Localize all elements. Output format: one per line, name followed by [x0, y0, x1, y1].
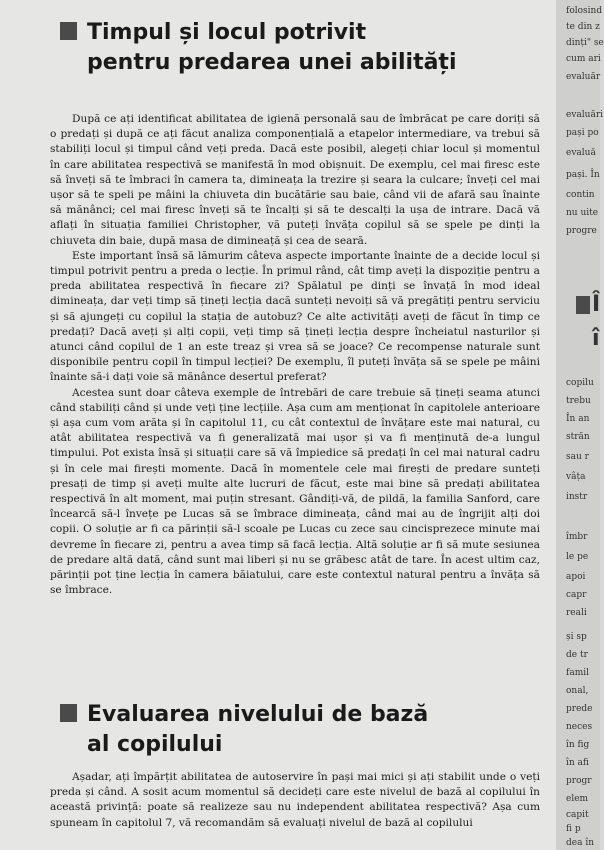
adjacent-page-edge — [556, 0, 604, 850]
section-body-timing — [50, 112, 540, 599]
adjacent-text-fragment: dinți" se — [566, 38, 604, 48]
adjacent-text-fragment: evaluă — [566, 148, 596, 158]
heading-line-1: Timpul și locul potrivit — [87, 20, 367, 45]
adjacent-text-fragment: străn — [566, 432, 590, 442]
adjacent-text-fragment: de tr — [566, 650, 588, 660]
adjacent-text-fragment: trebu — [566, 396, 591, 406]
adjacent-text-fragment: progre — [566, 226, 597, 236]
adjacent-text-fragment: În an — [566, 414, 590, 424]
adjacent-text-fragment: în afi — [566, 758, 589, 768]
adjacent-text-fragment: fi p — [566, 824, 581, 834]
adjacent-text-fragment: neces — [566, 722, 593, 732]
section-heading-baseline — [60, 700, 530, 760]
adjacent-heading-fragment: Î — [592, 292, 601, 317]
heading-square-icon — [576, 296, 590, 314]
adjacent-text-fragment: capit — [566, 810, 589, 820]
adjacent-text-fragment: le pe — [566, 552, 589, 562]
paragraph: Acestea sunt doar câteva exemple de întrebări de care trebuie să țineți seama atunci când stabiliți când și unde veți ține lecțiile. Așa cum am menționat în capitolele anterioare și așa cum vom arăta și în capitolul 11, cu cât contextul de învățare este mai natural, cu atât abilitatea respectivă va fi generalizată mai ușor și va fi menținută de-a lungul timpului. Pot exista însă și situații care să vă împiedice să predați în cel mai natural cadru și în cele mai firești momente. Dacă în momentele cele mai firești de predare sunteți presați de timp și aveți multe alte lucruri de făcut, este mai bine să predați abilitatea respectivă în alt moment, mai puțin stresant. Gândiți-vă, de pildă, la familia Sanford, care încearcă să-l învețe pe Lucas să se îmbrace dimineața, când mai au de îngrijit alți doi copii. O soluție ar fi ca părinții să-l scoale pe Lucas cu zece sau cincisprezece minute mai devreme în fiecare zi, pentru a avea timp să facă lecția. Altă soluție ar fi să mute sesiunea de predare altă dată, când sunt mai liberi și nu se grăbesc atât de tare. În acest ultim caz, părinții pot ține lecția în camera băiatului, care este contextul natural pentru a învăța să se îmbrace. — [50, 386, 540, 597]
heading-line-2: pentru predarea unei abilități — [87, 50, 457, 75]
paragraph: Este important însă să lămurim câteva aspecte importante înainte de a decide locul și timpul potrivit pentru a preda o lecție. În primul rând, cât timp aveți la dispoziție pentru a preda abilitatea respectivă în fiecare zi? Spălatul pe dinți se învață în mod ideal dimineața, dar veți timp să țineți lecția dacă sunteți nevoiți să vă pregătiți pentru serviciu și să ajungeți cu copilul la stația de autobuz? Ce alte activități aveți de făcut în timp ce predați? Dacă aveți și alți copii, veți timp să țineți lecția despre încheiatul nasturilor și atunci când copilul de 1 an este treaz și vrea să se joace? Ce recompense naturale sunt disponibile pentru copil în timpul lecției? De exemplu, îl puteți învăța să se spele pe mâini înainte să-i dați voie să mănânce desertul preferat? — [50, 249, 540, 384]
adjacent-text-fragment: vâța — [566, 472, 586, 482]
heading-line-2: al copilului — [87, 732, 223, 757]
adjacent-text-fragment: evaluăr — [566, 72, 601, 82]
section-heading-timing — [60, 18, 530, 78]
adjacent-text-fragment: progr — [566, 776, 592, 786]
adjacent-text-fragment: reali — [566, 608, 587, 618]
adjacent-text-fragment: instr — [566, 492, 588, 502]
adjacent-text-fragment: te din z — [566, 22, 600, 32]
adjacent-text-fragment: elem — [566, 794, 589, 804]
adjacent-text-fragment: nu uite — [566, 208, 599, 218]
adjacent-text-fragment: evaluări — [566, 110, 603, 120]
section-body-baseline — [50, 770, 540, 831]
adjacent-text-fragment: pași po — [566, 128, 599, 138]
adjacent-text-fragment: sau r — [566, 452, 589, 462]
adjacent-text-fragment: contin — [566, 190, 595, 200]
adjacent-text-fragment: famil — [566, 668, 589, 678]
adjacent-heading-fragment: î — [592, 326, 600, 351]
adjacent-text-fragment: capr — [566, 590, 587, 600]
adjacent-text-fragment: onal, — [566, 686, 589, 696]
adjacent-text-fragment: dea în — [566, 838, 594, 848]
adjacent-text-fragment: folosind — [566, 6, 603, 16]
adjacent-text-fragment: îmbr — [566, 532, 588, 542]
paragraph: Așadar, ați împărțit abilitatea de autoservire în pași mai mici și ați stabilit unde o veți preda și când. A sosit acum momentul să decideți care este nivelul de bază al copilului în această privință: poate să realizeze sau nu independent abilitatea respectivă? Așa cum spuneam în capitolul 7, vă recomandăm să evaluați nivelul de bază al copilului — [50, 771, 540, 829]
adjacent-text-fragment: și sp — [566, 632, 587, 642]
adjacent-text-fragment: cum ari — [566, 54, 601, 64]
adjacent-text-fragment: copilu — [566, 378, 594, 388]
adjacent-text-fragment: în fig — [566, 740, 590, 750]
heading-square-icon — [60, 704, 77, 722]
adjacent-text-fragment: pași. În — [566, 170, 600, 180]
paragraph: După ce ați identificat abilitatea de igienă personală sau de îmbrăcat pe care doriți să o predați și după ce ați făcut analiza componențială a etapelor intermediare, va trebui să stabiliți locul și timpul când veți preda. Dacă este posibil, alegeți chiar locul și momentul în care abilitatea respectivă se manifestă în mod obișnuit. De exemplu, cel mai firesc este să înveți să te îmbraci în camera ta, dimineața la trezire și seara la culcare; înveți cel mai ușor să te speli pe mâini la chiuveta din bucătărie sau baie, când vii de afară sau înainte să mănânci; cel mai firesc înveți să te încalți și să te descalți la ușa de intrare. Dacă vă aflați în situația familiei Christopher, vă puteți învăța copilul să se spele pe dinți la chiuveta din baie, după masa de dimineață și cea de seară. — [50, 113, 540, 247]
heading-line-1: Evaluarea nivelului de bază — [87, 702, 429, 727]
adjacent-text-fragment: prede — [566, 704, 593, 714]
adjacent-text-fragment: apoi — [566, 572, 586, 582]
heading-square-icon — [60, 22, 77, 40]
